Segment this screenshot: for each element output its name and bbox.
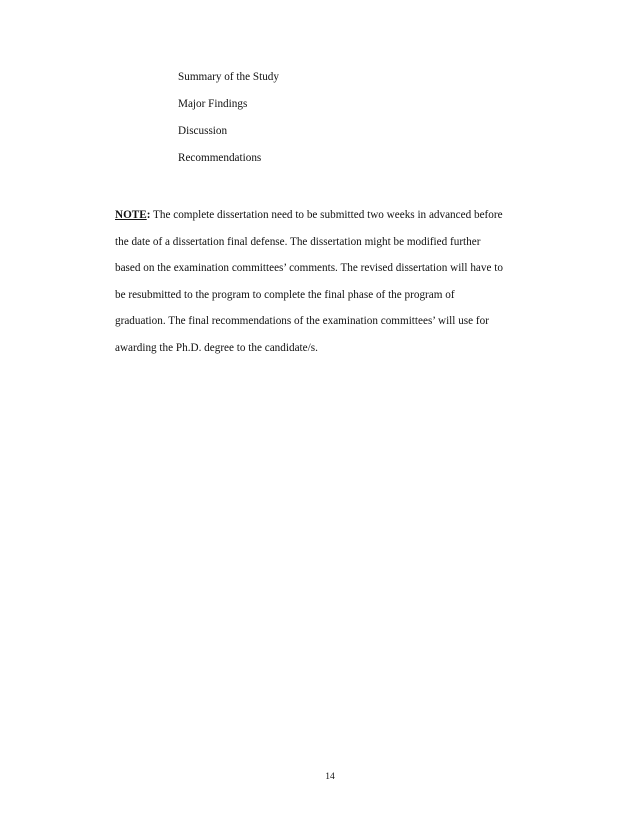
outline-item-summary: Summary of the Study	[178, 71, 279, 83]
note-line: be resubmitted to the program to complete the final phase of the program of	[115, 288, 455, 301]
page-number: 14	[325, 772, 335, 782]
outline-item-discussion: Discussion	[178, 125, 228, 137]
note-line	[115, 202, 535, 229]
note-line: graduation. The final recommendations of the examination committees’ will use for	[115, 315, 489, 327]
note-line: based on the examination committees’ comments. The revised dissertation will have to	[115, 262, 503, 274]
note-line: the date of a dissertation final defense. The dissertation might be modified further	[115, 235, 481, 248]
chapter-outline	[178, 70, 279, 178]
note-paragraph	[115, 202, 535, 361]
outline-item-major-findings: Major Findings	[178, 98, 248, 110]
note-label: NOTE	[115, 209, 147, 221]
outline-item-recommendations: Recommendations	[178, 152, 262, 164]
note-line: awarding the Ph.D. degree to the candidate/s.	[115, 341, 318, 354]
note-colon: :	[146, 209, 151, 221]
note-line-text: The complete dissertation need to be submitted two weeks in advanced before	[150, 209, 503, 221]
